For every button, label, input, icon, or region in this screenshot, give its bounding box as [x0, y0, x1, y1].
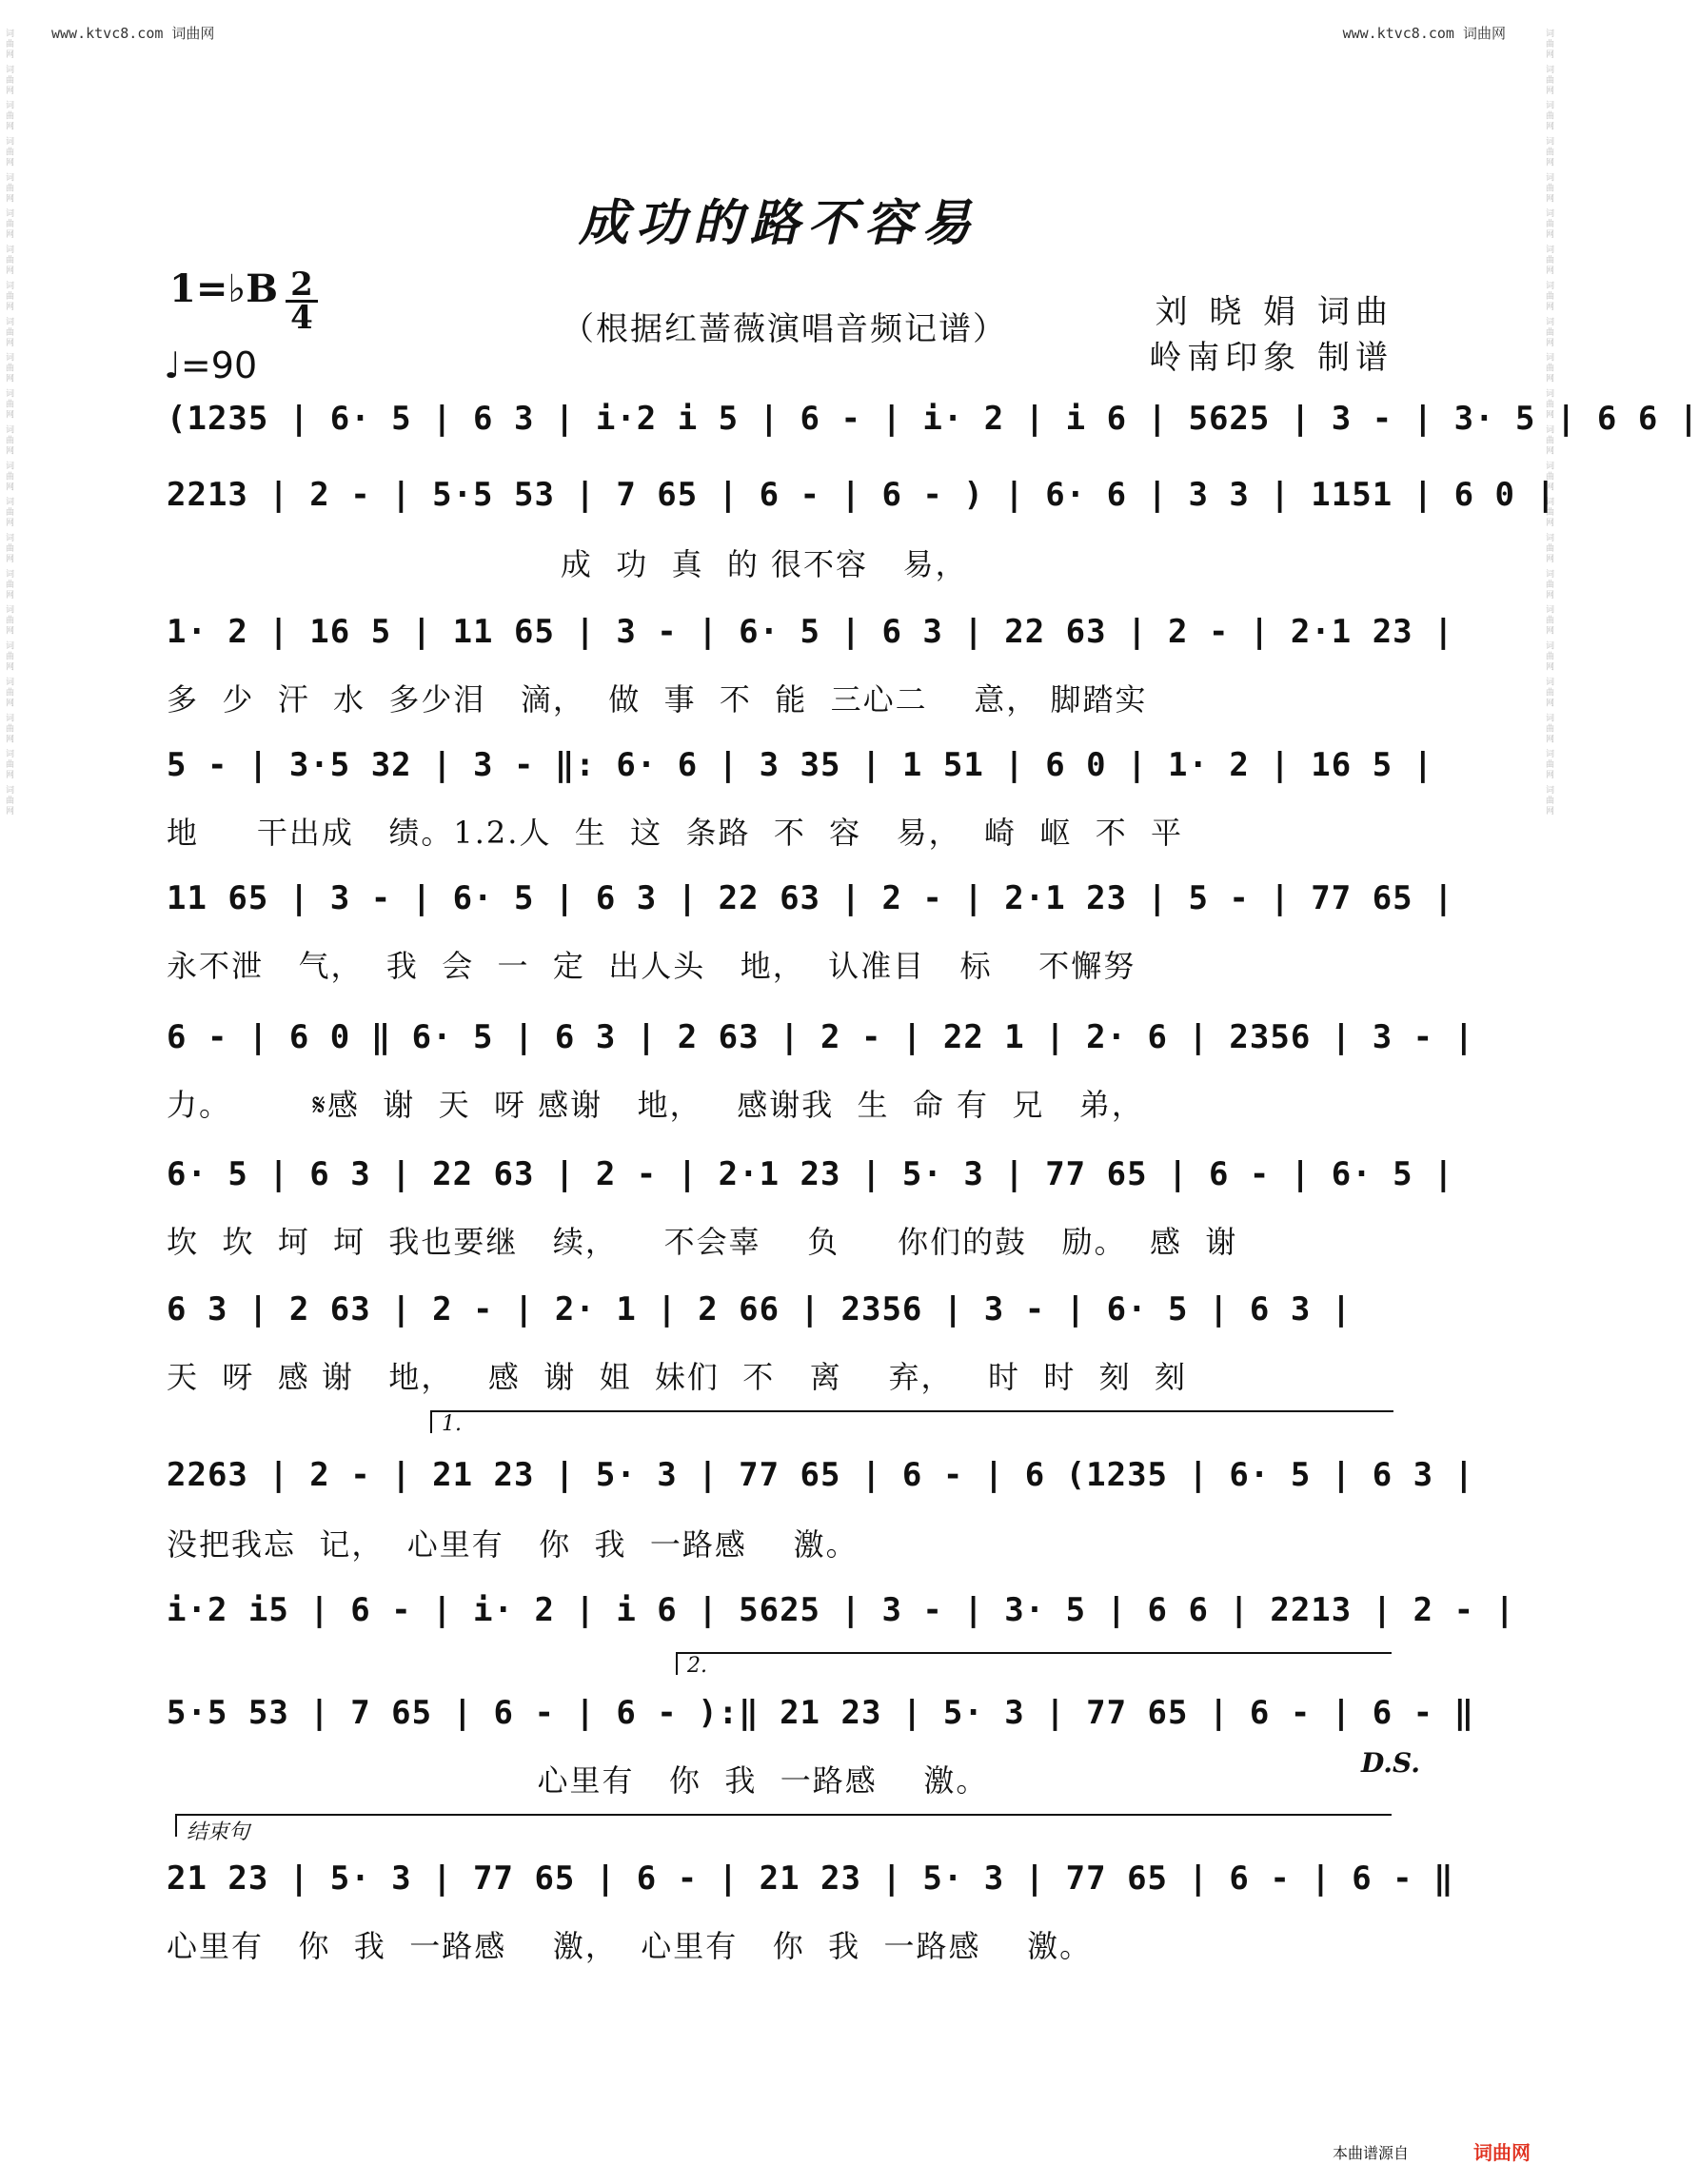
- volta-ending-phrase: [175, 1814, 1392, 1844]
- lyric-line-8: 天 呀 感 谢 地， 感 谢 姐 妹们 不 离 弃， 时 时 刻 刻: [167, 1359, 1188, 1395]
- lyric-line-2: 成 功 真 的 很不容 易，: [167, 546, 968, 582]
- header-left-url: www.ktvc8.com 词曲网: [51, 25, 215, 42]
- volta-second-ending: [676, 1652, 1392, 1678]
- notation-line-10: i·2 i5 | 6 - | i· 2 | i 6 | 5625 | 3 - | 3· 5 | 6 6 | 2213 | 2 - |: [167, 1591, 1516, 1629]
- ending-phrase-label: 结束句: [187, 1820, 250, 1844]
- dal-segno-mark: D.S.: [1361, 1747, 1421, 1779]
- side-watermark-left: 词曲网 词曲网 词曲网 词曲网 词曲网 词曲网 词曲网 词曲网 词曲网 词曲网 词曲网 词曲网 词曲网 词曲网 词曲网 词曲网 词曲网 词曲网 词曲网 词曲网 词曲网 词曲网: [4, 29, 13, 817]
- notation-line-1: (1235 | 6· 5 | 6 3 | i·2 i 5 | 6 - | i· 2 | i 6 | 5625 | 3 - | 3· 5 | 6 6 |: [167, 400, 1699, 438]
- key-signature: 1=♭B: [169, 266, 279, 311]
- time-signature: [286, 266, 318, 337]
- credit-transcriber: 岭南印象 制谱: [1149, 339, 1393, 377]
- notation-line-3: 1· 2 | 16 5 | 11 65 | 3 - | 6· 5 | 6 3 | 22 63 | 2 - | 2·1 23 |: [167, 613, 1454, 651]
- lyric-line-9: 没把我忘 记， 心里有 你 我 一路感 激。: [167, 1526, 859, 1563]
- subtitle: （根据红蔷薇演唱音频记谱）: [562, 310, 1007, 348]
- notation-line-7: 6· 5 | 6 3 | 22 63 | 2 - | 2·1 23 | 5· 3 | 77 65 | 6 - | 6· 5 |: [167, 1155, 1454, 1193]
- volta-first-ending: [430, 1410, 1393, 1436]
- lyric-line-5: 永不泄 气， 我 会 一 定 出人头 地， 认准目 标 不懈努: [167, 948, 1136, 984]
- volta-first-label: 1.: [442, 1412, 462, 1436]
- lyric-line-3: 多 少 汗 水 多少泪 滴， 做 事 不 能 三心二 意， 脚踏实: [167, 681, 1148, 718]
- header-right-url: www.ktvc8.com 词曲网: [1342, 25, 1506, 42]
- footer-source: 本曲谱源自: [1333, 2144, 1410, 2162]
- notation-line-2: 2213 | 2 - | 5·5 53 | 7 65 | 6 - | 6 - ) | 6· 6 | 3 3 | 1151 | 6 0 |: [167, 476, 1556, 514]
- side-watermark-right: 词曲网 词曲网 词曲网 词曲网 词曲网 词曲网 词曲网 词曲网 词曲网 词曲网 词曲网 词曲网 词曲网 词曲网 词曲网 词曲网 词曲网 词曲网 词曲网 词曲网 词曲网 词曲网: [1544, 29, 1553, 817]
- lyric-line-12: 心里有 你 我 一路感 激， 心里有 你 我 一路感 激。: [167, 1928, 1093, 1964]
- notation-line-9: 2263 | 2 - | 21 23 | 5· 3 | 77 65 | 6 - | 6 (1235 | 6· 5 | 6 3 |: [167, 1456, 1475, 1494]
- lyric-line-7: 坎 坎 坷 坷 我也要继 续， 不会辜 负 你们的鼓 励。 感 谢: [167, 1224, 1238, 1260]
- lyric-line-11: 心里有 你 我 一路感 激。: [167, 1762, 989, 1799]
- lyric-line-6: 力。 𝄋感 谢 天 呀 感谢 地， 感谢我 生 命 有 兄 弟，: [167, 1087, 1144, 1123]
- notation-line-6: 6 - | 6 0 ‖ 6· 5 | 6 3 | 2 63 | 2 - | 22 1 | 2· 6 | 2356 | 3 - |: [167, 1018, 1475, 1056]
- tempo-mark: ♩=90: [164, 344, 258, 386]
- notation-line-11: 5·5 53 | 7 65 | 6 - | 6 - ):‖ 21 23 | 5· 3 | 77 65 | 6 - | 6 - ‖: [167, 1694, 1475, 1732]
- score-title: 成功的路不容易: [578, 194, 978, 252]
- footer-site-logo: 词曲网: [1473, 2141, 1531, 2164]
- volta-second-label: 2.: [687, 1654, 707, 1678]
- notation-line-5: 11 65 | 3 - | 6· 5 | 6 3 | 22 63 | 2 - | 2·1 23 | 5 - | 77 65 |: [167, 879, 1454, 917]
- notation-line-12: 21 23 | 5· 3 | 77 65 | 6 - | 21 23 | 5· 3 | 77 65 | 6 - | 6 - ‖: [167, 1859, 1454, 1898]
- meter-top: 2: [290, 266, 313, 304]
- notation-line-4: 5 - | 3·5 32 | 3 - ‖: 6· 6 | 3 35 | 1 51 | 6 0 | 1· 2 | 16 5 |: [167, 746, 1434, 784]
- meter-bottom: 4: [290, 299, 313, 337]
- lyric-line-4: 地 干出成 绩。1.2.人 生 这 条路 不 容 易， 崎 岖 不 平: [167, 815, 1184, 851]
- notation-line-8: 6 3 | 2 63 | 2 - | 2· 1 | 2 66 | 2356 | 3 - | 6· 5 | 6 3 |: [167, 1290, 1353, 1328]
- credit-lyrics-music: 刘 晓 娟 词曲: [1155, 293, 1393, 331]
